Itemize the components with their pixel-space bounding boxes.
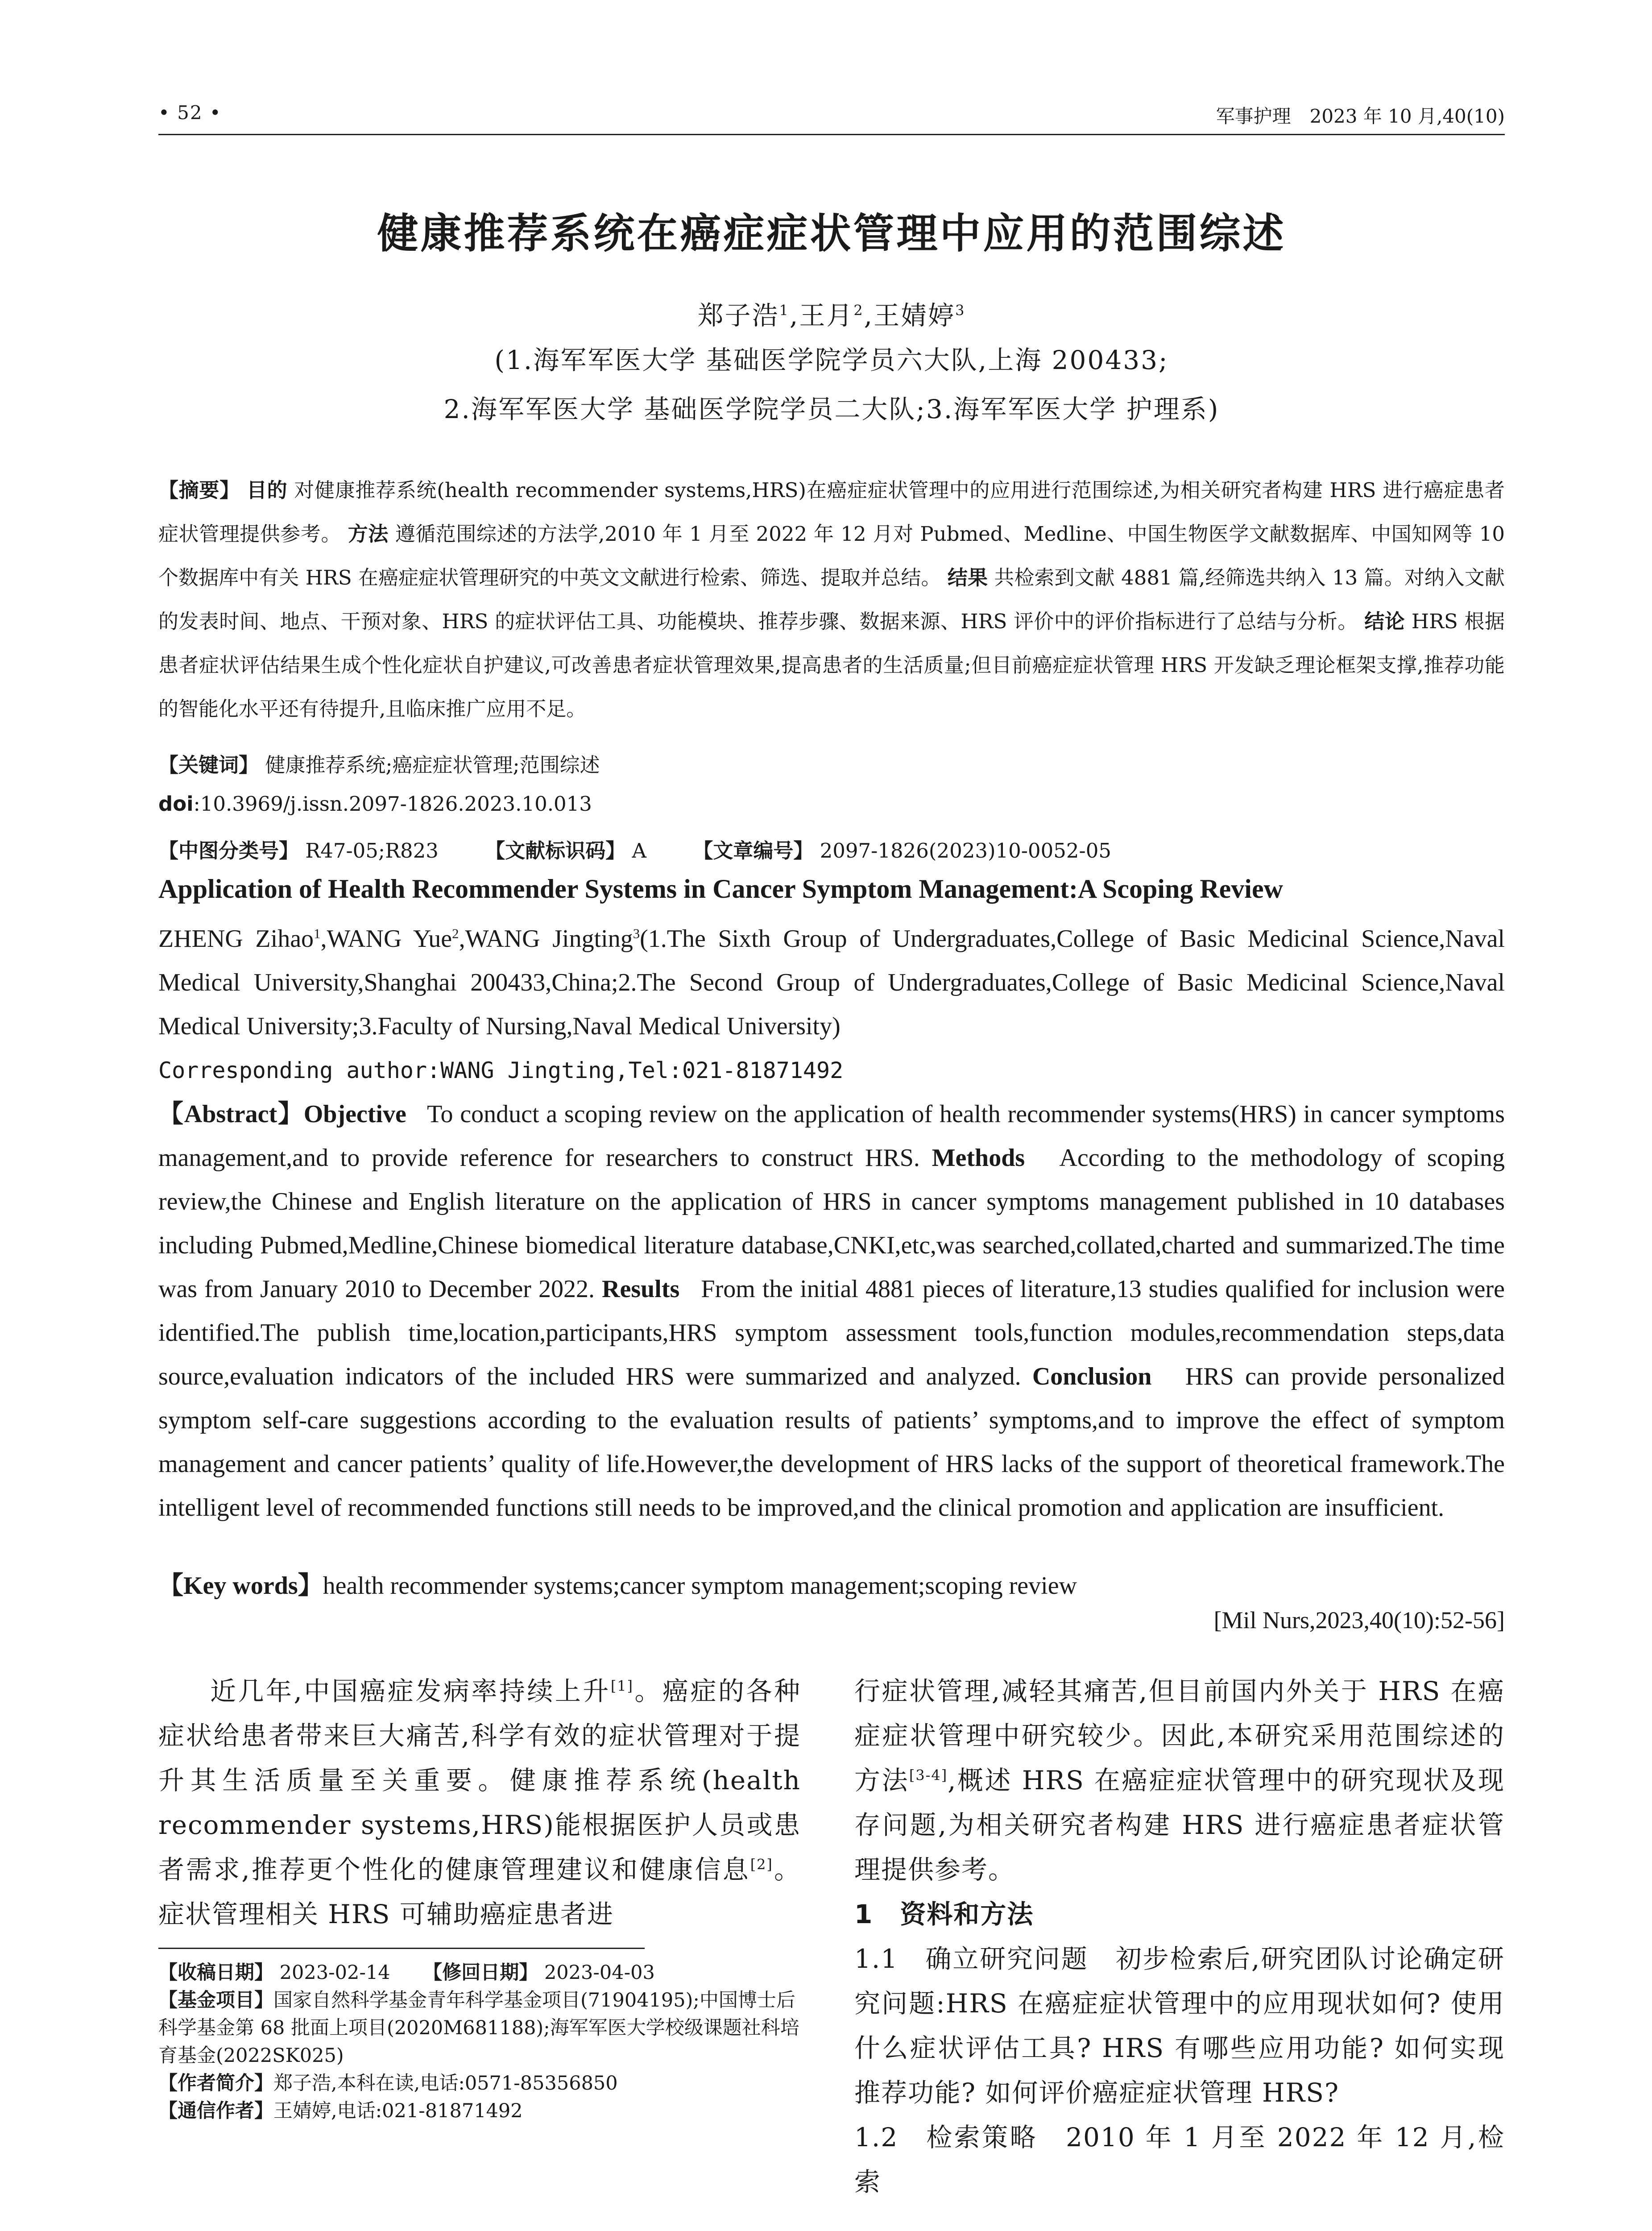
- corresponding-label: 【通信作者】: [158, 2100, 273, 2122]
- fund-label: 【基金项目】: [158, 1989, 273, 2011]
- author-name: 王婧婷: [874, 300, 956, 331]
- author-name: WANG Yue: [327, 925, 452, 953]
- doi-label: doi: [158, 792, 194, 816]
- affiliation-mark: 2: [452, 926, 459, 941]
- abstract-section-text: 遵循范围综述的方法学,2010 年 1 月至 2022 年 12 月对 Pubmed、Medline、中国生物医学文献数据库、中国知网等 10 个数据库中有关 HRS 在癌症症状管理研究的中英文文献进行检索、筛选、提取并总结。: [158, 522, 1505, 589]
- abstract-section-label: 结论: [1364, 610, 1405, 633]
- section-heading: 1 资料和方法: [854, 1899, 1034, 1929]
- body-paragraph: [158, 1669, 801, 1937]
- doc-code-value: A: [632, 839, 647, 863]
- subsection-number: 1.1: [854, 1944, 898, 1974]
- revised-date: 2023-04-03: [544, 1961, 655, 1984]
- revised-label: 【修回日期】: [423, 1961, 538, 1984]
- article-title: 健康推荐系统在癌症症状管理中应用的范围综述: [377, 210, 1286, 257]
- body-column-left: [158, 1669, 801, 1937]
- corresponding-author: Corresponding author:WANG Jingting,Tel:021-81871492: [158, 1057, 844, 1083]
- abstract-label: 【Abstract】: [158, 1100, 304, 1128]
- body-text: 近几年,中国癌症发病率持续上升: [210, 1676, 611, 1706]
- author-name: ZHENG Zihao: [158, 925, 314, 953]
- affiliation-mark: 2: [853, 302, 864, 319]
- body-column-right: [854, 1669, 1505, 2204]
- affiliation-mark: 1: [314, 926, 321, 941]
- subsection-title: 确立研究问题: [925, 1944, 1089, 1974]
- doc-code-label: 【文献标识码】: [485, 839, 626, 863]
- english-title: Application of Health Recommender Systems in Cancer Symptom Management:A Scoping Review: [158, 874, 1283, 904]
- keywords-label: 【Key words】: [158, 1572, 323, 1600]
- author-name: 郑子浩: [697, 300, 779, 331]
- subsection-paragraph: [854, 1937, 1505, 2115]
- keywords-text: 健康推荐系统;癌症症状管理;范围综述: [265, 753, 600, 777]
- keywords-zh: [158, 749, 600, 778]
- body-text: 。症状管理相关 HRS 可辅助癌症患者进: [158, 1854, 801, 1929]
- abstract-section-label: Methods: [932, 1144, 1025, 1172]
- affiliation-mark: 1: [779, 302, 790, 319]
- body-text: 2010 年 1 月至 2022 年 12 月,检索: [854, 2122, 1505, 2197]
- clc-value: R47-05;R823: [305, 839, 439, 863]
- doi-value[interactable]: :10.3969/j.issn.2097-1826.2023.10.013: [193, 792, 592, 816]
- fund-text: 国家自然科学基金青年科学基金项目(71904195);中国博士后科学基金第 68 批面上项目(2020M681188);海军军医大学校级课题社科培育基金(2022SK025): [158, 1989, 799, 2067]
- reference-mark[interactable]: [2]: [750, 1856, 773, 1873]
- affiliation-mark: 3: [955, 302, 966, 319]
- abstract-zh: [158, 469, 1505, 731]
- footnotes: [158, 1959, 801, 2125]
- footnote-corresponding: [158, 2097, 801, 2125]
- abstract-section-text: 对健康推荐系统(health recommender systems,HRS)在癌症症状管理中的应用进行范围综述,为相关研究者构建 HRS 进行癌症患者症状管理提供参考。: [158, 478, 1505, 546]
- journal-header: 军事护理 2023 年 10 月,40(10): [1216, 105, 1505, 127]
- clc-label: 【中图分类号】: [158, 839, 299, 863]
- footnote-fund: [158, 1986, 801, 2069]
- article-number-value: 2097-1826(2023)10-0052-05: [820, 839, 1111, 863]
- affiliation-line: (1.海军军医大学 基础医学院学员六大队,上海 200433;: [494, 345, 1169, 375]
- english-authors: ZHENG Zihao$^1$,WANG Yue$^2$,WANG Jingting$^3$(1.The Sixth Group of Undergraduates,College of Basic Medicinal Science,Naval Medical University,Shanghai 200433,China;2.The Second Group of Undergraduates,College of Basic Medicinal Science,Naval Medical University;3.Faculty of Nursing,Naval Medical University): [158, 925, 1505, 1040]
- bio-label: 【作者简介】: [158, 2072, 273, 2094]
- author-list: 郑子浩$^1$,王月$^2$,王婧婷$^3$: [697, 300, 966, 331]
- abstract-label: 【摘要】: [158, 478, 240, 502]
- bio-text: 郑子浩,本科在读,电话:0571-85356850: [273, 2072, 618, 2094]
- abstract-section-label: Conclusion: [1032, 1363, 1152, 1390]
- author-name: 王月: [799, 300, 854, 331]
- doi-line: [158, 792, 592, 816]
- footnote-rule: [158, 1948, 645, 1949]
- article-number-label: 【文章编号】: [693, 839, 814, 863]
- abstract-section-label: 结果: [947, 566, 988, 589]
- abstract-section-text: From the initial 4881 pieces of literature,13 studies qualified for inclusion were identified.The publish time,location,participants,HRS symptom assessment tools,function modules,recommendation steps,data source,evaluation indicators of the included HRS were summarized and analyzed.: [158, 1275, 1505, 1390]
- abstract-en: [158, 1092, 1505, 1530]
- classification-line: [158, 834, 1111, 863]
- header-rule: [158, 134, 1505, 135]
- body-text: 。癌症的各种症状给患者带来巨大痛苦,科学有效的症状管理对于提升其生活质量至关重要。健康推荐系统(health recommender systems,HRS)能根据医护人员或患者需求,推荐更个性化的健康管理建议和健康信息: [158, 1676, 801, 1885]
- subsection-title: 检索策略: [926, 2122, 1038, 2152]
- received-label: 【收稿日期】: [158, 1961, 273, 1984]
- english-affiliation: (1.The Sixth Group of Undergraduates,College of Basic Medicinal Science,Naval Medical University,Shanghai 200433,China;2.The Second Group of Undergraduates,College of Basic Medicinal Science,Naval Medical University;3.Faculty of Nursing,Naval Medical University): [158, 925, 1505, 1040]
- abstract-section-text: To conduct a scoping review on the application of health recommender systems(HRS) in cancer symptoms management,and to provide reference for researchers to construct HRS.: [158, 1100, 1505, 1172]
- subsection-number: 1.2: [854, 2122, 898, 2152]
- reference-mark[interactable]: [1]: [610, 1677, 634, 1695]
- citation-line: [Mil Nurs,2023,40(10):52-56]: [1213, 1607, 1505, 1634]
- keywords-text: health recommender systems;cancer symptom management;scoping review: [323, 1572, 1077, 1600]
- abstract-section-text: According to the methodology of scoping review,the Chinese and English literature on the application of HRS in cancer symptoms management published in 10 databases including Pubmed,Medline,Chinese biomedical literature database,CNKI,etc,was searched,collated,charted and summarized.The time was from January 2010 to December 2022.: [158, 1144, 1505, 1303]
- abstract-section-text: HRS can provide personalized symptom self-care suggestions according to the evaluation results of patients’ symptoms,and to improve the effect of symptom management and cancer patients’ quality of life.However,the development of HRS lacks of the support of theoretical framework.The intelligent level of recommended functions still needs to be improved,and the clinical promotion and application are insufficient.: [158, 1363, 1505, 1522]
- abstract-section-label: Objective: [303, 1100, 406, 1128]
- affiliation-line: 2.海军军医大学 基础医学院学员二大队;3.海军军医大学 护理系): [443, 394, 1220, 424]
- keywords-label: 【关键词】: [158, 753, 259, 777]
- page-number: • 52 •: [158, 102, 222, 124]
- abstract-section-label: Results: [602, 1275, 680, 1303]
- subsection-paragraph: [854, 2115, 1505, 2204]
- author-name: WANG Jingting: [465, 925, 633, 953]
- abstract-section-label: 目的: [246, 478, 288, 502]
- abstract-section-text: 共检索到文献 4881 篇,经筛选共纳入 13 篇。对纳入文献的发表时间、地点、干预对象、HRS 的症状评估工具、功能模块、推荐步骤、数据来源、HRS 评价中的评价指标进行了总结与分析。: [158, 566, 1505, 633]
- affiliation-mark: 3: [633, 926, 640, 941]
- reference-mark[interactable]: [3-4]: [909, 1767, 948, 1784]
- abstract-section-label: 方法: [348, 522, 389, 546]
- corresponding-text: 王婧婷,电话:021-81871492: [273, 2100, 523, 2122]
- body-paragraph: [854, 1669, 1505, 1892]
- footnote-bio: [158, 2069, 801, 2097]
- body-text: 初步检索后,研究团队讨论确定研究问题:HRS 在癌症症状管理中的应用现状如何? 使用什么症状评估工具? HRS 有哪些应用功能? 如何实现推荐功能? 如何评价癌症症状管理 HRS?: [854, 1944, 1505, 2108]
- footnote-dates: [158, 1959, 801, 1986]
- body-text: 行症状管理,减轻其痛苦,但目前国内外关于 HRS 在癌症症状管理中研究较少。因此,本研究采用范围综述的方法: [854, 1676, 1505, 1796]
- keywords-en: [158, 1564, 1505, 1608]
- body-text: ,概述 HRS 在癌症症状管理中的研究现状及现存问题,为相关研究者构建 HRS 进行癌症患者症状管理提供参考。: [854, 1765, 1505, 1885]
- received-date: 2023-02-14: [279, 1961, 390, 1984]
- abstract-section-text: HRS 根据患者症状评估结果生成个性化症状自护建议,可改善患者症状管理效果,提高患者的生活质量;但目前癌症症状管理 HRS 开发缺乏理论框架支撑,推荐功能的智能化水平还有待提升,且临床推广应用不足。: [158, 610, 1505, 721]
